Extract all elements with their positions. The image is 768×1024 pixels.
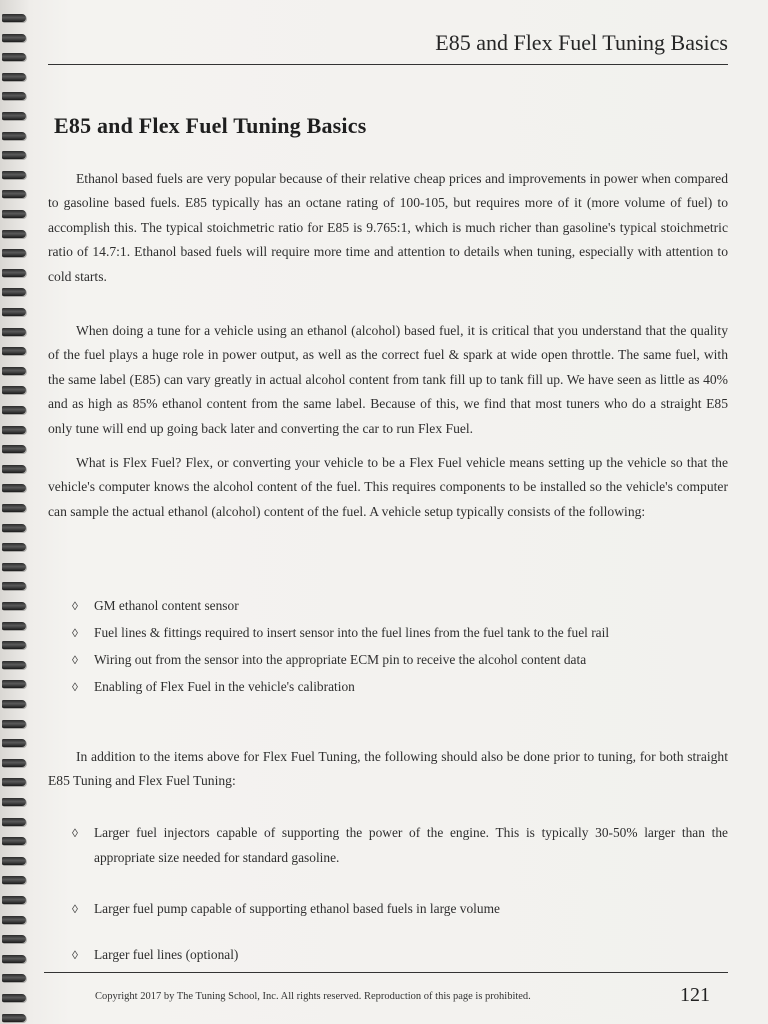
binding-coil <box>2 955 26 963</box>
binding-coil <box>2 210 26 218</box>
list-item-text: Fuel lines & fittings required to insert sensor into the fuel lines from the fuel tank to the fuel rail <box>94 625 610 640</box>
flex-fuel-paragraph <box>48 451 728 524</box>
binding-coil <box>2 916 26 924</box>
page-number: 121 <box>680 984 710 1006</box>
binding-coil <box>2 876 26 884</box>
diamond-bullet-icon: ◊ <box>72 680 78 694</box>
binding-coil <box>2 406 26 414</box>
list-item-text: Larger fuel lines (optional) <box>94 947 239 962</box>
binding-coil <box>2 249 26 257</box>
binding-coil <box>2 1014 26 1022</box>
binding-coil <box>2 386 26 394</box>
footer-divider <box>44 972 728 973</box>
binding-coil <box>2 602 26 610</box>
binding-coil <box>2 230 26 238</box>
diamond-bullet-icon: ◊ <box>72 826 78 840</box>
list-item <box>72 942 728 968</box>
binding-coil <box>2 582 26 590</box>
binding-coil <box>2 759 26 767</box>
binding-coil <box>2 504 26 512</box>
binding-coil <box>2 563 26 571</box>
binding-coil <box>2 798 26 806</box>
binding-coil <box>2 720 26 728</box>
copyright-notice: Copyright 2017 by The Tuning School, Inc. All rights reserved. Reproduction of this page is prohibited. <box>95 991 531 1002</box>
flex-components-list <box>72 598 728 706</box>
list-item-text: Larger fuel pump capable of supporting ethanol based fuels in large volume <box>94 901 500 916</box>
binding-coil <box>2 622 26 630</box>
list-item <box>72 625 728 652</box>
list-item <box>72 679 728 706</box>
binding-coil <box>2 739 26 747</box>
diamond-bullet-icon: ◊ <box>72 902 78 916</box>
binding-coil <box>2 53 26 61</box>
section-title: E85 and Flex Fuel Tuning Basics <box>54 113 367 138</box>
binding-coil <box>2 14 26 22</box>
binding-coil <box>2 837 26 845</box>
binding-coil <box>2 641 26 649</box>
intro-paragraph <box>48 167 728 289</box>
binding-coil <box>2 524 26 532</box>
paragraph-text: Ethanol based fuels are very popular because of their relative cheap prices and improvements in power when compared to gasoline based fuels. E85 typically has an octane rating of 100-105, but requires more of it (more volume of fuel) to accomplish this. The typical stoichmetric ratio for E85 is 9.765:1, which is much richer than gasoline's typical stoichmetric ratio of 14.7:1. Ethanol based fuels will require more time and attention to details when tuning, especially with attention to cold starts. <box>48 171 728 284</box>
diamond-bullet-icon: ◊ <box>72 653 78 667</box>
binding-coil <box>2 818 26 826</box>
binding-coil <box>2 328 26 336</box>
binding-coil <box>2 484 26 492</box>
binding-coil <box>2 543 26 551</box>
binding-coil <box>2 778 26 786</box>
binding-coil <box>2 73 26 81</box>
list-item <box>72 652 728 679</box>
binding-coil <box>2 935 26 943</box>
binding-coil <box>2 445 26 453</box>
list-item <box>72 598 728 625</box>
list-item <box>72 896 728 922</box>
binding-coil <box>2 994 26 1002</box>
list-item <box>72 820 728 870</box>
list-item-text: Enabling of Flex Fuel in the vehicle's calibration <box>94 679 355 694</box>
binding-coil <box>2 288 26 296</box>
binding-coil <box>2 367 26 375</box>
binding-coil <box>2 896 26 904</box>
list-item-text: GM ethanol content sensor <box>94 598 239 613</box>
header-divider <box>48 64 728 65</box>
binding-coil <box>2 34 26 42</box>
list-item-text: Wiring out from the sensor into the appropriate ECM pin to receive the alcohol content data <box>94 652 587 667</box>
paragraph-text: In addition to the items above for Flex Fuel Tuning, the following should also be done prior to tuning, for both straight E85 Tuning and Flex Fuel Tuning: <box>48 749 728 789</box>
spiral-binding <box>0 0 32 1024</box>
binding-coil <box>2 700 26 708</box>
running-header: E85 and Flex Fuel Tuning Basics <box>435 30 728 55</box>
binding-coil <box>2 132 26 140</box>
diamond-bullet-icon: ◊ <box>72 599 78 613</box>
binding-coil <box>2 974 26 982</box>
binding-coil <box>2 190 26 198</box>
binding-coil <box>2 92 26 100</box>
binding-coil <box>2 347 26 355</box>
list-item-text: Larger fuel injectors capable of supporting the power of the engine. This is typically 30-50% larger than the appropriate size needed for standard gasoline. <box>94 825 728 865</box>
binding-coil <box>2 151 26 159</box>
additional-requirements-paragraph <box>48 745 728 794</box>
diamond-bullet-icon: ◊ <box>72 626 78 640</box>
diamond-bullet-icon: ◊ <box>72 948 78 962</box>
binding-coil <box>2 171 26 179</box>
binding-coil <box>2 661 26 669</box>
paragraph-text: When doing a tune for a vehicle using an ethanol (alcohol) based fuel, it is critical that you understand that the quality of the fuel plays a huge role in power output, as well as the correct fuel & spark at wide open throttle. The same fuel, with the same label (E85) can vary greatly in actual alcohol content from tank fill up to tank fill up. We have seen as little as 40% and as high as 85% ethanol content from the same label. Because of this, we find that most tuners who do a straight E85 only tune will end up going back later and converting the car to run Flex Fuel. <box>48 323 728 436</box>
fuel-quality-paragraph <box>48 319 728 441</box>
binding-coil <box>2 308 26 316</box>
binding-coil <box>2 857 26 865</box>
binding-coil <box>2 680 26 688</box>
binding-coil <box>2 112 26 120</box>
binding-coil <box>2 465 26 473</box>
binding-coil <box>2 269 26 277</box>
paragraph-text: What is Flex Fuel? Flex, or converting your vehicle to be a Flex Fuel vehicle means setting up the vehicle so that the vehicle's computer knows the alcohol content of the fuel. This requires components to be installed so the vehicle's computer can sample the actual ethanol (alcohol) content of the fuel. A vehicle setup typically consists of the following: <box>48 455 728 519</box>
binding-coil <box>2 426 26 434</box>
